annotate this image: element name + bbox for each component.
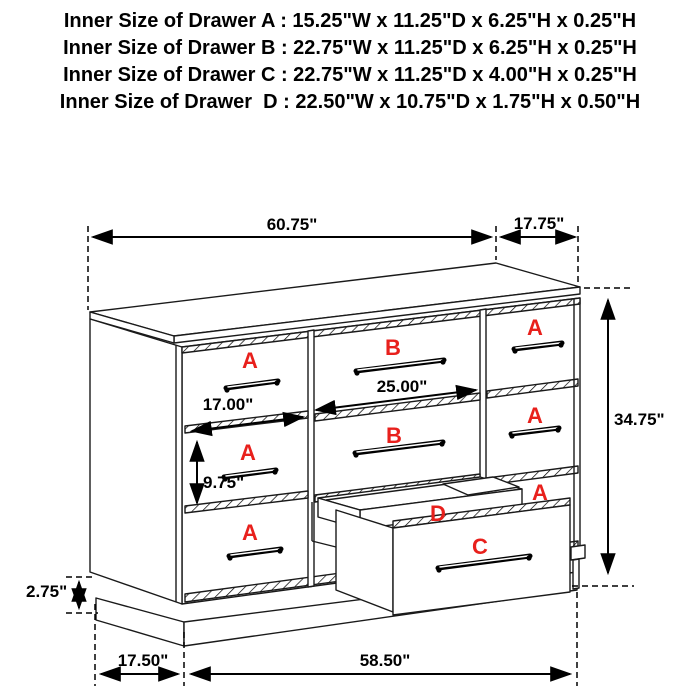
right-foot-leg xyxy=(573,559,579,589)
dim-label-height: 34.75" xyxy=(614,410,665,429)
dim-label-base-h: 2.75" xyxy=(26,582,68,601)
dim-label-drawer-b-w: 25.00" xyxy=(376,377,428,396)
label-drawer-a4: A xyxy=(527,315,543,340)
label-drawer-a1: A xyxy=(242,348,258,373)
label-drawer-b1: B xyxy=(385,335,401,360)
right-foot-bracket xyxy=(571,545,585,560)
plinth-left-face xyxy=(96,598,184,646)
dim-label-top-width: 60.75" xyxy=(266,215,318,234)
label-drawer-b2: B xyxy=(386,423,402,448)
header-line-drawer-d: Inner Size of Drawer D : 22.50"W x 10.75"D x 1.75"H x 0.50"H xyxy=(59,91,641,113)
dim-label-base-depth: 17.50" xyxy=(117,651,169,670)
dim-label-a-stack-h: 9.75" xyxy=(203,473,245,492)
label-drawer-a6: A xyxy=(532,480,548,505)
label-drawer-a3: A xyxy=(242,520,258,545)
label-drawer-a2: A xyxy=(240,440,256,465)
header-line-drawer-c: Inner Size of Drawer C : 22.75"W x 11.25"D x 4.00"H x 0.25"H xyxy=(63,64,637,86)
label-drawer-a5: A xyxy=(527,403,543,428)
dim-label-top-depth: 17.75" xyxy=(513,214,565,233)
header-line-drawer-b: Inner Size of Drawer B : 22.75"W x 11.25"D x 6.25"H x 0.25"H xyxy=(63,37,637,59)
dim-label-drawer-a-w: 17.00" xyxy=(202,395,254,414)
divider-left-middle xyxy=(308,330,314,587)
left-side-panel xyxy=(90,319,182,604)
header-line-drawer-a: Inner Size of Drawer A : 15.25"W x 11.25"D x 6.25"H x 0.25"H xyxy=(63,10,637,32)
label-drawer-d: D xyxy=(430,501,446,526)
drawer-c-side-face xyxy=(336,510,393,612)
dim-label-base-width: 58.50" xyxy=(359,651,411,670)
label-drawer-c: C xyxy=(472,534,488,559)
